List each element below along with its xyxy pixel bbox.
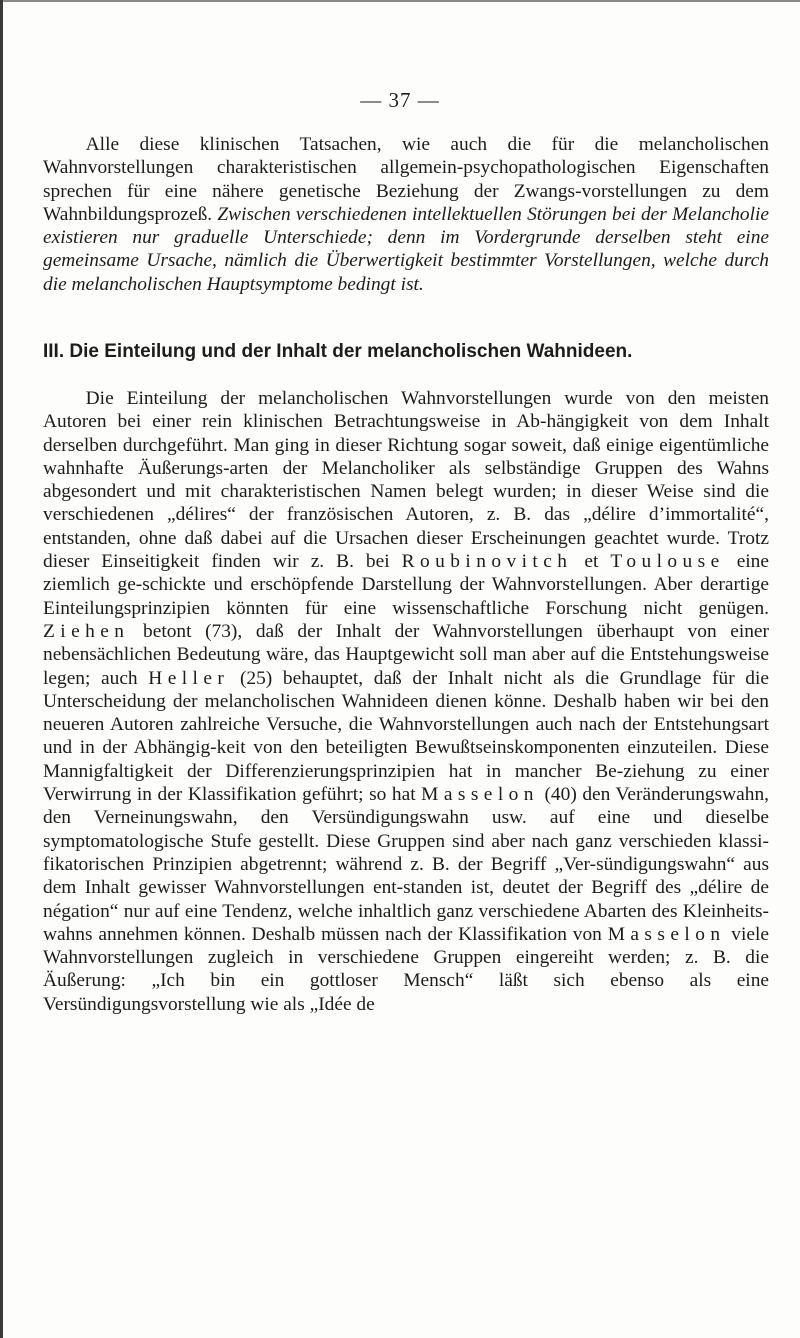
paragraph-text: eine ziemlich ge-schickte und erschöpfende Darstellung der Wahnvorstellungen. Aber derartige Einteilungsprinzipien könnten für eine wissenschaftliche Forschung nicht genügen. (43, 551, 769, 619)
author-name: Masselon (607, 923, 726, 945)
paragraph-italic-conclusion: Zwischen verschiedenen intellektuellen Störungen bei der Melancholie existieren nur graduelle Unterschiede; denn im Vordergrunde derselben steht eine gemeinsame Ursache, nämlich die Überwertigkeit bestimmter Vorstellungen, welche durch die melancholischen Hauptsymptome bedingt ist. (43, 203, 769, 295)
paragraph-classification (43, 387, 769, 1016)
page-top-edge (0, 0, 800, 2)
paragraph-lead-text: Alle diese klinischen Tatsachen, wie auch die für die melancholischen Wahnvorstellungen charakteristischen allgemein-psychopathologischen Eigenschaften sprechen für eine nähere genetische Beziehung der Zwangs-vorstellungen zu dem Wahnbildungsprozeß. (43, 134, 769, 225)
author-name: Roubinovitch (401, 551, 573, 573)
page-number: — 37 — (360, 88, 440, 112)
paragraph-text: (40) den Veränderungswahn, den Verneinungswahn, den Versündigungswahn usw. auf eine und dieselbe symptomatologische Stufe gestellt. Diese Gruppen sind aber nach ganz verschieden klassi-fikatorischen Prinzipien abgetrennt; während z. B. der Begriff „Ver-sündigungswahn“ aus dem Inhalt gewisser Wahnvorstellungen ent-standen ist, deutet der Begriff des „délire de négation“ nur auf eine Tendenz, welche inhaltlich ganz verschiedene Abarten des Kleinheits-wahns annehmen können. Deshalb müssen nach der Klassifikation von (43, 784, 769, 945)
author-name: Masselon (421, 784, 539, 806)
author-name: Heller (148, 667, 230, 689)
paragraph-text: betont (73), daß der Inhalt der Wahnvorstellungen überhaupt von einer nebensächlichen Bedeutung wäre, das Hauptgewicht soll man aber auf die Entstehungsweise legen; auch (43, 620, 769, 689)
author-name: Ziehen (43, 620, 130, 642)
page-spine-edge (0, 0, 3, 1338)
paragraph-text: (25) behauptet, daß der Inhalt nicht als die Grundlage für die Unterscheidung der melancholischen Wahnideen dienen könne. Deshalb haben wir bei den neueren Autoren zahlreiche Versuche, die Wahnvorstellungen auch nach der Entstehungsart und in der Abhängig-keit von den beteiligten Bewußtseinskomponenten einzuteilen. Diese Mannigfaltigkeit der Differenzierungsprinzipien hat in mancher Be-ziehung zu einer Verwirrung in der Klassifikation geführt; so hat (43, 667, 769, 806)
paragraph-text: et (572, 551, 611, 573)
paragraph-text: Die Einteilung der melancholischen Wahnvorstellungen wurde von den meisten Autoren bei einer rein klinischen Betrachtungsweise in Ab-hängigkeit von dem Inhalt derselben durchgeführt. Man ging in dieser Richtung sogar soweit, daß einige eigentümliche wahnhafte Äußerungs-arten der Melancholiker als selbständige Gruppen des Wahns abgesondert und mit charakteristischen Namen belegt wurden; in dieser Weise sind die verschiedenen „délires“ der französischen Autoren, z. B. das „délire d’immortalité“, entstanden, ohne daß dabei auf die Ursachen dieser Erscheinungen geachtet wurde. Trotz dieser Einseitigkeit finden wir z. B. bei (43, 388, 769, 573)
paragraph-clinical-facts (43, 133, 769, 296)
author-name: Toulouse (610, 551, 725, 573)
section-heading: III. Die Einteilung und der Inhalt der melancholischen Wahnideen. (43, 341, 633, 362)
paragraph-text: viele Wahnvorstellungen zugleich in verschiedene Gruppen eingereiht werden; z. B. die Äußerung: „Ich bin ein gottloser Mensch“ läßt sich ebenso als eine Versündigungsvorstellung wie als „Idée de (43, 923, 769, 1015)
